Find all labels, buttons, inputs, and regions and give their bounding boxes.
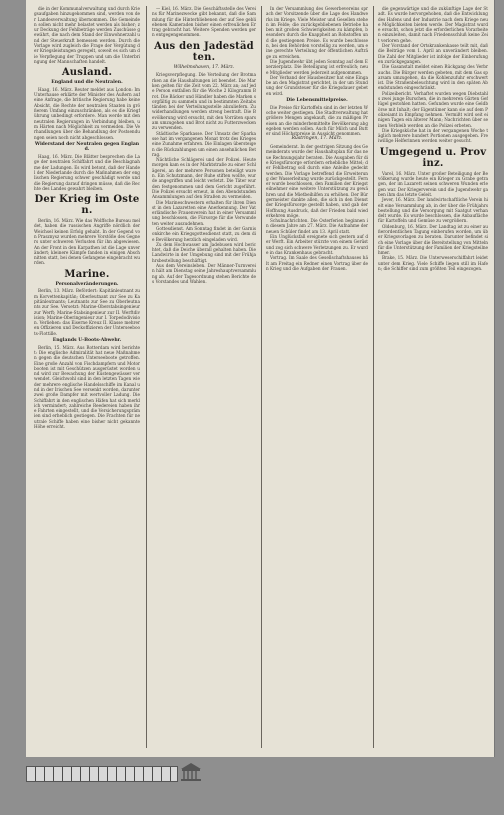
article-paragraph: — Kiel, 16. März. Die Geschäftsstelle des Vereins für Marinezwecke gibt bekannt, daß die Sammlung für die Hinterbliebenen der auf See gebliebenen Kameraden bisher einen erfreulichen Ertrag gebracht hat. Weitere Spenden werden gern entgegengenommen.: [152, 6, 256, 38]
subheading: Die Lebensmittelpreise.: [286, 98, 348, 104]
article-paragraph: Kriegsverpflegung. Die Verteilung der Brotmarken an die Haushaltungen ist beendet. Die Marken gelten für die Zeit vom 22. März an; auf jede Person entfallen für die Woche 2 Kilogramm Brot. Die Bäcker und Händler haben die Marken sorgfältig zu sammeln und in bestimmten Zeitabständen bei der Verteilungsstelle abzuliefern. Zuwiderhandlungen werden streng bestraft. Die Bevölkerung wird ersucht, mit den Vorräten sparsam umzugehen und Brot nicht zu Futterzwecken zu verwenden.: [152, 72, 256, 131]
article-paragraph: Die Gasanstalt meldet einen Rückgang des Verbrauchs. Die Bürger werden gebeten, mit dem Gas sparsam umzugehen, da die Kohlenzufuhr erschwert ist. Die Straßenbeleuchtung wird in den späten Abendstunden eingeschränkt.: [378, 64, 488, 91]
column-rule: [373, 6, 374, 748]
subheading: Personalveränderungen.: [55, 281, 119, 287]
article-paragraph: In der Versammlung des Gewerbevereins sprach der Vorsitzende über die Lage des Handwerks im Kriege. Viele Meister und Gesellen stehen im Felde; die zurückgebliebenen Betriebe haben mit großen Schwierigkeiten zu kämpfen, besonders durch die Knappheit an Rohstoffen und die gestiegenen Preise. Es wurde beschlossen, bei den Behörden vorstellig zu werden, um eine gerechte Verteilung der öffentlichen Aufträge zu erreichen.: [266, 6, 368, 59]
subheading: England und die Neutralen.: [51, 80, 123, 86]
article-paragraph: Berlin, 15. März. Aus Rotterdam wird berichtet: Die englische Admiralität hat neue Maßnahmen gegen die deutschen Unterseeboote getroffen. Eine große Anzahl von Fischdampfern und Motorbooten ist mit Geschützen ausgerüstet worden und wird zur Bewachung der Küstengewässer verwendet. Gleichwohl sind in den letzten Tagen wieder mehrere englische Handelsschiffe im Kanal und in der Irischen See versenkt worden, darunter zwei große Dampfer mit wertvoller Ladung. Die Schiffahrt in den englischen Häfen hat sich merklich vermindert; zahlreiche Reedereien haben ihre Fahrten eingestellt, und die Versicherungsprämien sind erheblich gestiegen. Die Frachten für neutrale Schiffe haben eine bisher nicht gekannte Höhe erreicht.: [34, 344, 140, 430]
article-paragraph: Gemeinderat. In der gestrigen Sitzung des Gemeinderats wurde der Haushaltsplan für das neue Rechnungsjahr beraten. Die Ausgaben für die Kriegsfürsorge erfordern erhebliche Mittel; der Fehlbetrag soll durch eine Anleihe gedeckt werden. Die Vorlage betreffend die Erweiterung der Wasserleitung wurde zurückgestellt. Ferner wurde beschlossen, den Familien der Kriegsteilnehmer eine weitere Unterstützung zu gewähren und die Mietbeihilfen zu erhöhen. Der Bürgermeister dankte allen, die sich in den Dienst der Kriegsfürsorge gestellt haben, und gab der Hoffnung Ausdruck, daß der Frieden bald wiederkehren möge.: [266, 144, 368, 218]
article-paragraph: Nächtliche Schlägerei und der Polizei. Heute morgen kam es in der Marktstraße zu einer Schlägerei, an der mehrere Personen beteiligt waren. Ein Schutzmann, der Ruhe stiften wollte, wurde angegriffen und leicht verletzt. Die Täter wurden festgenommen und dem Gericht zugeführt. Die Polizei ersucht erneut, in den Abendstunden Ansammlungen auf den Straßen zu vermeiden.: [152, 157, 256, 200]
article-paragraph: Zu dem Hochwasser am Jadebusen wird berichtet, daß die Deiche überall gehalten haben. Die Landwirte in der Umgebung sind mit der Frühjahrsbestellung beschäftigt.: [152, 241, 256, 263]
column-4: [378, 6, 488, 754]
dateline: Rüstringen, 17. März.: [291, 136, 343, 142]
column-2: [152, 6, 256, 754]
section-heading: Ausland.: [61, 67, 113, 79]
column-1: [34, 6, 140, 754]
library-building-icon: [180, 762, 202, 782]
section-heading: Der Krieg im Osten.: [34, 194, 140, 217]
column-rule: [261, 6, 262, 748]
dateline: Wilhelmshaven, 17. März.: [173, 64, 235, 70]
article-paragraph: Brake, 15. März. Die Unterweserschiffahrt leidet unter dem Krieg. Viele Schiffe liegen still im Hafen; die Schiffer sind zum größten Teil eingezogen.: [378, 255, 488, 272]
article-paragraph: Die Preise für Kartoffeln sind in der letzten Woche weiter gestiegen. Die Stadtverwaltung hat größere Mengen angekauft, die zu mäßigen Preisen an die minderbemittelte Bevölkerung abgegeben werden sollen. Auch für Milch und Butter sind Höchstpreise in Aussicht genommen.: [266, 104, 368, 137]
article-paragraph: Schulnachrichten. Die Osterferien beginnen in diesem Jahre am 27. März. Die Aufnahme der neuen Schüler findet am 13. April statt.: [266, 218, 368, 234]
article-paragraph: Haag, 16. März. Die Blätter besprechen die Lage der neutralen Schiffahrt und die Beschlagnahme der Ladungen. Es wird betont, daß der Handel der Niederlande durch die Maßnahmen der englischen Regierung schwer geschädigt werde und die Regierung darauf dringen müsse, daß die Rechte des Landes gewahrt bleiben.: [34, 154, 140, 191]
article-paragraph: Aus dem Vereinsleben. Der Männer-Turnverein hält am Dienstag seine Jahreshauptversammlung ab. Auf der Tagesordnung stehen Berichte des Vorstandes und Wahlen.: [152, 263, 256, 284]
newspaper-page: [26, 0, 494, 757]
article-paragraph: Jever, 16. März. Der landwirtschaftliche Verein hielt eine Versammlung ab, in der über die Frühjahrsbestellung und die Versorgung mit Saatgut verhandelt wurde. Es wurde beschlossen, die Anbaufläche für Kartoffeln und Gemüse zu vergrößern.: [378, 197, 488, 224]
subheading: Widerstand der Neutralen gegen England.: [34, 141, 140, 153]
scale-ruler: [26, 766, 178, 782]
column-rule: [146, 6, 147, 748]
section-heading: Marine.: [64, 268, 110, 280]
column-3: [266, 6, 368, 754]
article-paragraph: Der Verband der Hausbesitzer hat eine Eingabe an den Magistrat gerichtet, in der um Stundung der Grundsteuer für die Kriegsdauer gebeten wird.: [266, 74, 368, 96]
section-heading: Aus den Jadestädten.: [154, 40, 254, 63]
article-paragraph: Polizeibericht. Verhaftet wurden wegen Diebstahls zwei junge Burschen, die in mehreren Gärten Geflügel gestohlen hatten. Gefunden wurde eine Geldbörse mit Inhalt; der Eigentümer kann sie auf dem Polizeiamt in Empfang nehmen. Vermißt wird seit einigen Tagen ein älterer Mann; Nachrichten über seinen Verbleib werden an die Polizei erbeten.: [378, 90, 488, 128]
article-paragraph: Haag, 16. März. Reuter meldet aus London: Im Unterhause erklärte der Minister des Äußern auf eine Anfrage, die britische Regierung habe keine Absicht, die Rechte der neutralen Staaten in größerem Umfang einzuschränken, als es die Kriegführung unbedingt erfordere. Man werde mit den neutralen Regierungen in Verbindung bleiben, um Härten nach Möglichkeit zu vermeiden. Die Verhandlungen über die Behandlung der Postsendungen seien noch nicht abgeschlossen.: [34, 86, 140, 140]
article-paragraph: Oldenburg, 16. März. Der Landtag ist zu einer außerordentlichen Tagung einberufen worden, um über Kriegsvorlagen zu beraten. Darunter befindet sich eine Vorlage über die Bereitstellung von Mitteln für die Unterstützung der Familien der Kriegsteilnehmer.: [378, 223, 488, 256]
article-paragraph: Ein Unglücksfall ereignete sich gestern auf der Werft. Ein Arbeiter stürzte von einem Gerüst und zog sich schwere Verletzungen zu. Er wurde in das Krankenhaus gebracht.: [266, 234, 368, 255]
article-paragraph: Die Kriegsküche hat in der vergangenen Woche täglich mehrere hundert Portionen ausgegeben. Freiwillige Helferinnen werden weiter gesucht.: [378, 127, 488, 144]
article-paragraph: Die Jugendwehr übt jeden Sonntag auf dem Exerzierplatz. Die Beteiligung ist erfreulich; neue Mitglieder werden jederzeit aufgenommen.: [266, 58, 368, 75]
article-paragraph: Varel, 16. März. Unter großer Beteiligung der Bevölkerung wurde heute ein Krieger zu Grabe getragen, der im Lazarett seinen schweren Wunden erlegen war. Der Kriegerverein und die Jugendwehr gaben ihm das letzte Geleit.: [378, 170, 488, 197]
article-paragraph: Der Vorstand der Ortskrankenkasse teilt mit, daß die Beiträge vom 1. April an unverändert bleiben. Die Zahl der Mitglieder ist infolge der Einberufungen zurückgegangen.: [378, 43, 488, 64]
article-paragraph: Die Marineschwestern erhalten für ihren Dienst in den Lazaretten eine Anerkennung. Der Vaterländische Frauenverein hat in einer Versammlung beschlossen, die Fürsorge für die Verwundeten weiter auszudehnen.: [152, 199, 256, 226]
article-paragraph: Berlin, 16. März. Wie das Wolffsche Bureau meldet, haben die russischen Angriffe nördlich der Weichsel keinen Erfolg gehabt. In der Gegend von Prasznysz wurden mehrere Vorstöße des Gegners unter schweren Verlusten für ihn abgewiesen. An der Front in den Karpathen ist die Lage unverändert; kleinere Kämpfe fanden in einigen Abschnitten statt, bei denen Gefangene eingebracht wurden.: [34, 218, 140, 266]
article-paragraph: Vortrag. Im Saale des Gesellschaftshauses hält am Freitag ein Redner einen Vortrag über den Krieg und die Aufgaben der Frauen.: [266, 255, 368, 271]
article-paragraph: die in der Kommunalverwaltung und durch Kriegsaufgaben hinzugekommen sind, werden von der Landesverwaltung übernommen. Die Gemeinden sollen nicht mehr belastet werden als bisher; zur Deckung der Fehlbeträge werden Zuschüsse gewährt, die nach dem Stand der Einwohnerzahl und der Steuerkraft bemessen werden. Durch die Vorlage wird zugleich die Frage der Vergütung der Kriegsleistungen geregelt, soweit es sich um die Verpflegung der Truppen und um die Unterbringung der Mannschaften handelt.: [34, 6, 140, 64]
subheading: Englands U-Boots-Abwehr.: [52, 338, 122, 344]
article-paragraph: Gottesdienst. Am Sonntag findet in der Garnisonkirche ein Kriegsgottesdienst statt, zu dem die Bevölkerung herzlich eingeladen wird.: [152, 225, 256, 242]
article-paragraph: die gegenwärtige und die zukünftige Lage der Stadt. Es wurde hervorgehoben, daß die Entwicklung des Hafens und der Industrie nach dem Kriege neue Möglichkeiten bieten werde. Der Magistrat wurde ersucht, schon jetzt die erforderlichen Vorarbeiten einzuleiten, damit nach Friedensschluß keine Zeit verloren gehe.: [378, 6, 488, 43]
article-paragraph: Städtische Sparkasse. Der Umsatz der Sparkasse hat im vergangenen Monat trotz des Krieges eine Zunahme erfahren. Die Einlagen übersteigen die Rückzahlungen um einen ansehnlichen Betrag.: [152, 130, 256, 157]
article-paragraph: Berlin, 13. März. Befördert: Kapitänleutnant zum Korvettenkapitän; Oberleutnant zur See zu Kapitänleutnants; Leutnants zur See zu Oberleutnants zur See. Versetzt: Marine-Oberstabsingenieur zur Werft; Marine-Stabsingenieur zur II. Werftdivision; Marine-Oberingenieur zur I. Torpedodivision. Verliehen: das Eiserne Kreuz II. Klasse mehreren Offizieren und Deckoffizieren der Unterseeboots-Flottille.: [34, 288, 140, 336]
section-heading: Umgegend u. Provinz.: [379, 146, 487, 169]
